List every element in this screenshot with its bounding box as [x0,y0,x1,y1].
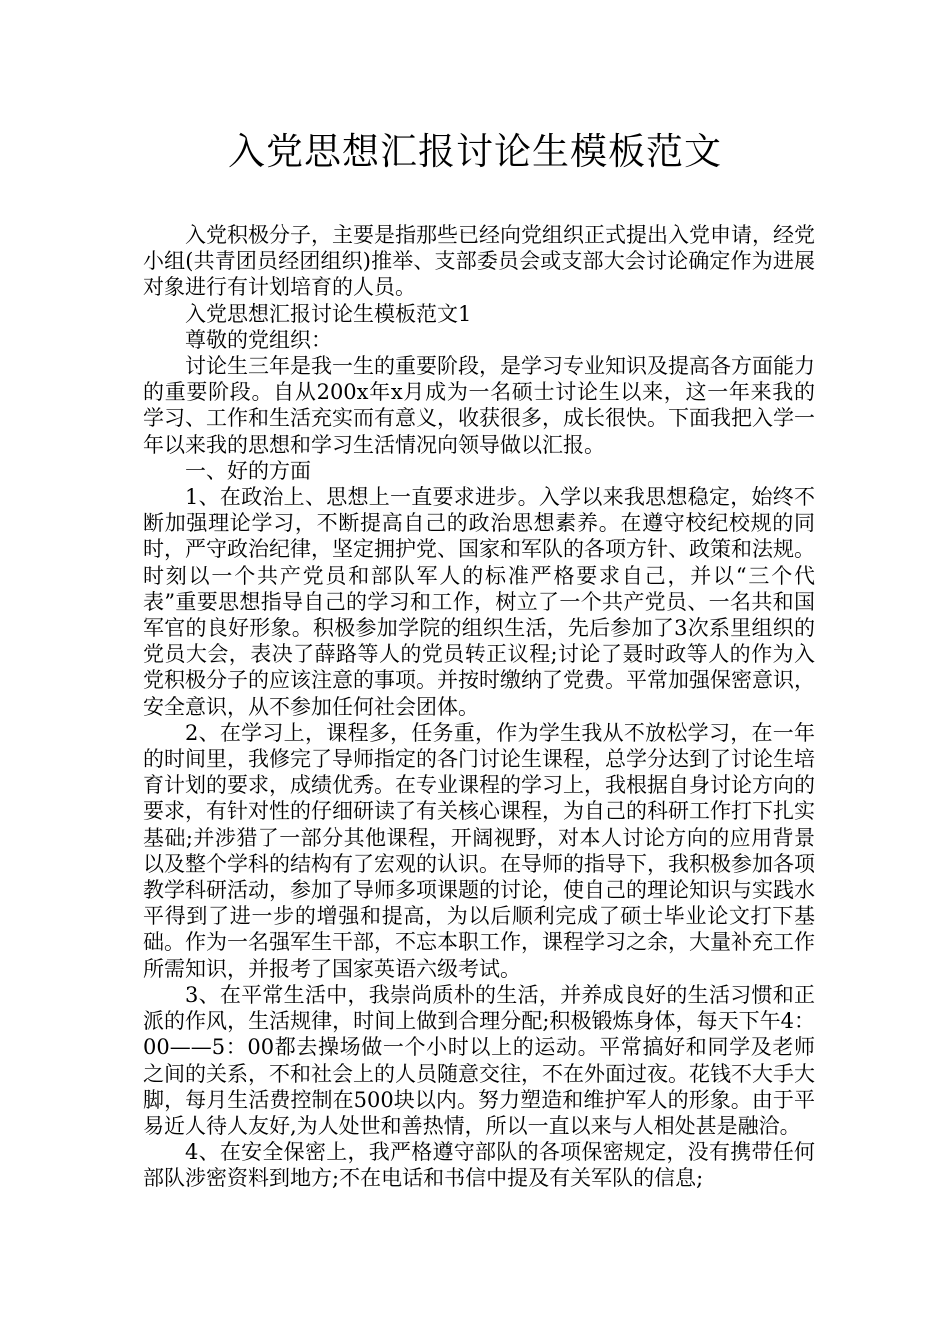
intro-paragraph: 入党积极分子，主要是指那些已经向党组织正式提出入党申请，经党小组(共青团员经团组织)推举、支部委员会或支部大会讨论确定作为进展对象进行有计划培育的人员。 [143,223,815,300]
document-title: 入党思想汇报讨论生模板范文 [228,130,722,173]
document-body [143,222,815,1192]
body-paragraph: 2、在学习上，课程多，任务重，作为学生我从不放松学习，在一年的时间里，我修完了导师指定的各门讨论生课程，总学分达到了讨论生培育计划的要求，成绩优秀。在专业课程的学习上，我根据自身讨论方向的要求，有针对性的仔细研读了有关核心课程，为自己的科研工作打下扎实基础;并涉猎了一部分其他课程，开阔视野，对本人讨论方向的应用背景以及整个学科的结构有了宏观的认识。在导师的指导下，我积极参加各项教学科研活动，参加了导师多项课题的讨论，使自己的理论知识与实践水平得到了进一步的增强和提高，为以后顺利完成了硕士毕业论文打下基础。作为一名强军生干部，不忘本职工作，课程学习之余，大量补充工作所需知识，并报考了国家英语六级考试。 [143,720,815,981]
salutation: 尊敬的党组织： [185,327,332,352]
subsection-heading: 一、好的方面 [185,458,311,483]
body-paragraph: 4、在安全保密上，我严格遵守部队的各项保密规定，没有携带任何部队涉密资料到地方;不在电话和书信中提及有关军队的信息; [143,1140,815,1191]
section-heading: 入党思想汇报讨论生模板范文1 [185,301,472,326]
body-paragraph: 1、在政治上、思想上一直要求进步。入学以来我思想稳定，始终不断加强理论学习，不断提高自己的政治思想素养。在遵守校纪校规的同时，严守政治纪律，坚定拥护党、国家和军队的各项方针、政策和法规。时刻以一个共产党员和部队军人的标准严格要求自己，并以“三个代表”重要思想指导自己的学习和工作，树立了一个共产党员、一名共和国军官的良好形象。积极参加学院的组织生活，先后参加了3次系里组织的党员大会，表决了薛路等人的党员转正议程;讨论了聂时政等人的作为入党积极分子的应该注意的事项。并按时缴纳了党费。平常加强保密意识，安全意识，从不参加任何社会团体。 [143,485,815,719]
body-paragraph: 3、在平常生活中，我崇尚质朴的生活，并养成良好的生活习惯和正派的作风，生活规律，时间上做到合理分配;积极锻炼身体，每天下午4：00——5：00都去操场做一个小时以上的运动。平常搞好和同学及老师之间的关系，不和社会上的人员随意交往，不在外面过夜。花钱不大手大脚，每月生活费控制在500块以内。努力塑造和维护军人的形象。由于平易近人待人友好,为人处世和善热情，所以一直以来与人相处甚是融洽。 [143,982,815,1138]
body-paragraph: 讨论生三年是我一生的重要阶段，是学习专业知识及提高各方面能力的重要阶段。自从200x年x月成为一名硕士讨论生以来，这一年来我的学习、工作和生活充实而有意义，收获很多，成长很快。下面我把入学一年以来我的思想和学习生活情况向领导做以汇报。 [143,354,815,457]
